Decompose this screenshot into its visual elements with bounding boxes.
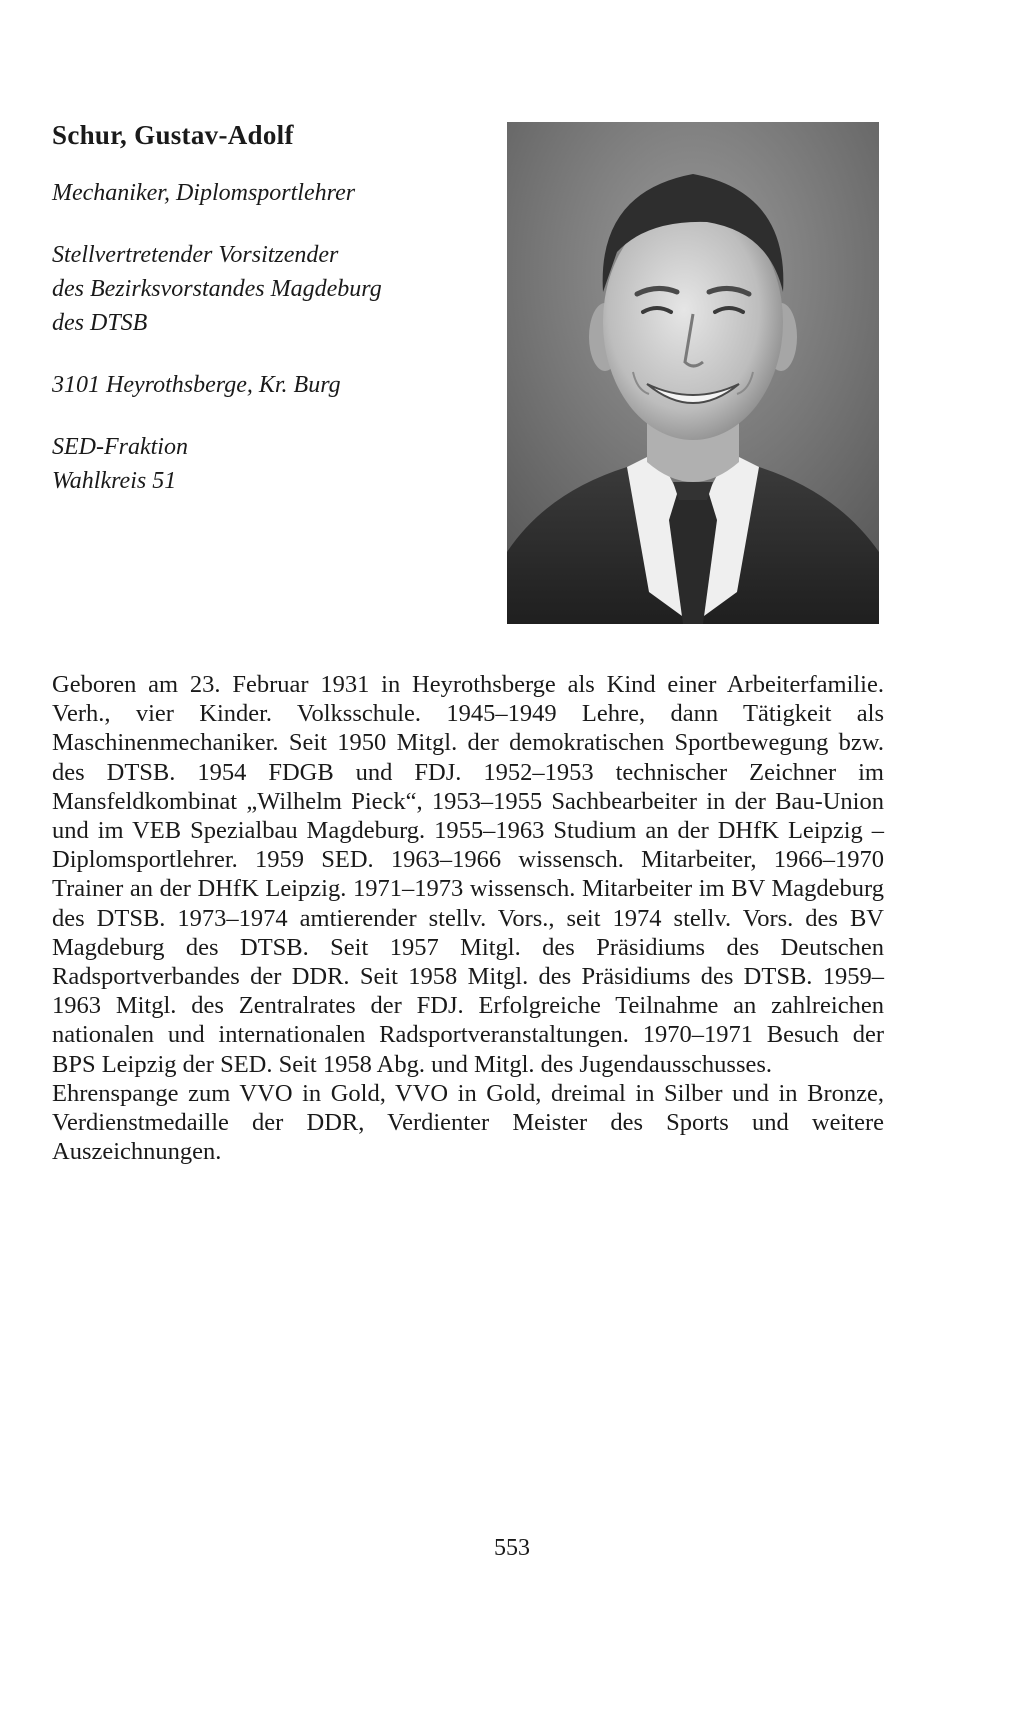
portrait-photo [507, 122, 879, 624]
position-line-2: des Bezirksvorstandes Magdeburg [52, 276, 382, 302]
page-number: 553 [494, 1535, 530, 1561]
profession-block [52, 176, 492, 210]
biography-paragraph-2: Ehrenspange zum VVO in Gold, VVO in Gold, dreimal in Silber und in Bronze, Verdienstmedaille der DDR, Verdienter Meister des Sports und weitere Auszeichnungen. [52, 1079, 884, 1166]
profession: Mechaniker, Diplomsportlehrer [52, 180, 356, 206]
address-block [52, 368, 492, 402]
entry-meta [52, 176, 492, 526]
biography-paragraph-1: Geboren am 23. Februar 1931 in Heyrothsberge als Kind einer Arbeiterfamilie. Verh., vier Kinder. Volksschule. 1945–1949 Lehre, dann Tätigkeit als Maschinenmechaniker. Seit 1950 Mitgl. der demokratischen Sportbewegung bzw. des DTSB. 1954 FDGB und FDJ. 1952–1953 technischer Zeichner im Mansfeldkombinat „Wilhelm Pieck“, 1953–1955 Sachbearbeiter in der Bau-Union und im VEB Spezialbau Magdeburg. 1955–1963 Studium an der DHfK Leipzig – Diplomsportlehrer. 1959 SED. 1963–1966 wissensch. Mitarbeiter, 1966–1970 Trainer an der DHfK Leipzig. 1971–1973 wissensch. Mitarbeiter im BV Magdeburg des DTSB. 1973–1974 amtierender stellv. Vors., seit 1974 stellv. Vors. des BV Magdeburg des DTSB. Seit 1957 Mitgl. des Präsidiums des Deutschen Radsportverbandes der DDR. Seit 1958 Mitgl. des Präsidiums des DTSB. 1959–1963 Mitgl. des Zentralrates der FDJ. Erfolgreiche Teilnahme an zahlreichen nationalen und internationalen Radsportveranstaltungen. 1970–1971 Besuch der BPS Leipzig der SED. Seit 1958 Abg. und Mitgl. des Jugendausschusses. [52, 671, 884, 1078]
faction-block [52, 430, 492, 498]
position-line-1: Stellvertretender Vorsitzender [52, 242, 339, 268]
faction: SED-Fraktion [52, 434, 188, 460]
entry-name: Schur, Gustav-Adolf [52, 120, 294, 150]
position-block [52, 238, 492, 340]
constituency: Wahlkreis 51 [52, 468, 177, 494]
biography [52, 670, 884, 1166]
position-line-3: des DTSB [52, 310, 148, 336]
address: 3101 Heyrothsberge, Kr. Burg [52, 372, 341, 398]
portrait-photo-icon [507, 122, 879, 624]
